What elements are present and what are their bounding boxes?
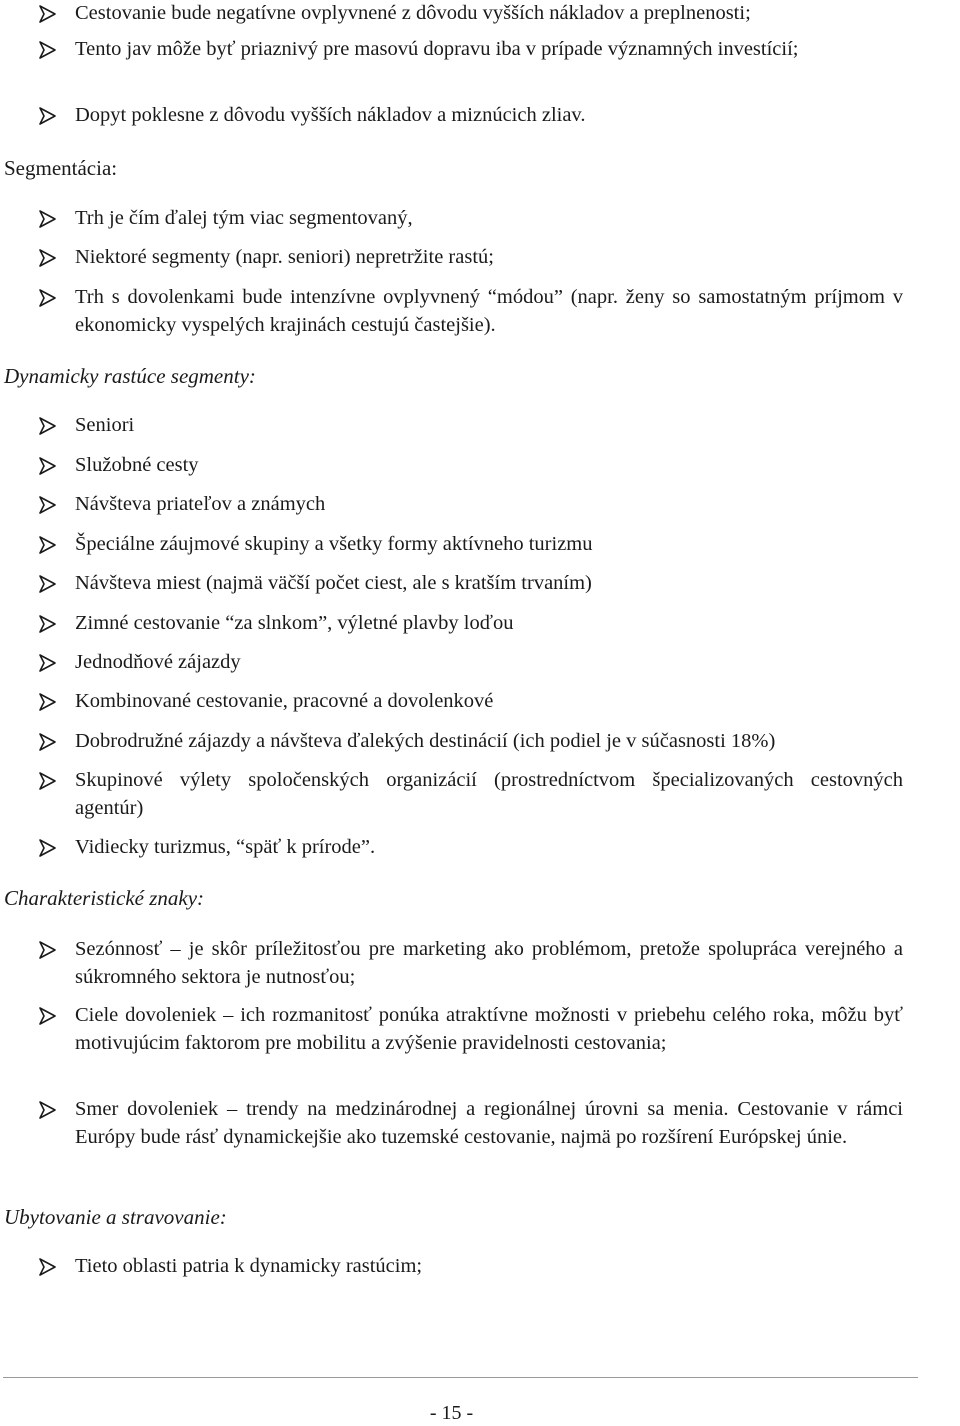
section-heading-charakteristicke: Charakteristické znaky: [4, 886, 205, 910]
list-item-text: Vidiecky turizmus, “späť k prírode”. [75, 836, 376, 858]
list-item-text: Sezónnosť – je skôr príležitosťou pre marketing ako problémom, pretože spolupráca verejného a súkromného sektora je nutnosťou; [75, 938, 903, 988]
section-heading-ubytovanie: Ubytovanie a stravovanie: [4, 1205, 227, 1229]
list-item-text: Niektoré segmenty (napr. seniori) nepretržite rastú; [75, 246, 494, 268]
list-item-text: Trh je čím ďalej tým viac segmentovaný, [75, 207, 413, 229]
list-item-text: Dopyt poklesne z dôvodu vyšších nákladov a miznúcich zliav. [75, 104, 586, 126]
list-item-text: Seniori [75, 414, 135, 436]
arrow-bullet-icon [38, 495, 58, 515]
list-item-text: Skupinové výlety spoločenských organizácií (prostredníctvom špecializovaných cestovných agentúr) [75, 769, 903, 819]
list-item-text: Dobrodružné zájazdy a návšteva ďalekých destinácií (ich podiel je v súčasnosti 18%) [75, 730, 776, 752]
list-item-text: Trh s dovolenkami bude intenzívne ovplyvnený “módou” (napr. ženy so samostatným príjmom v ekonomicky vyspelých krajinách cestujú častejšie). [75, 286, 903, 336]
list-item-text: Tento jav môže byť priaznivý pre masovú dopravu iba v prípade významných investícií; [75, 38, 799, 60]
list-item-text: Návšteva priateľov a známych [75, 493, 326, 515]
footer-divider [3, 1377, 918, 1378]
arrow-bullet-icon [38, 4, 58, 24]
arrow-bullet-icon [38, 535, 58, 555]
arrow-bullet-icon [38, 574, 58, 594]
arrow-bullet-icon [38, 209, 58, 229]
arrow-bullet-icon [38, 106, 58, 126]
arrow-bullet-icon [38, 1100, 58, 1120]
list-item-text: Služobné cesty [75, 454, 199, 476]
arrow-bullet-icon [38, 288, 58, 308]
list-item-text: Cestovanie bude negatívne ovplyvnené z dôvodu vyšších nákladov a preplnenosti; [75, 2, 751, 24]
arrow-bullet-icon [38, 614, 58, 634]
list-item-text: Špeciálne záujmové skupiny a všetky formy aktívneho turizmu [75, 533, 593, 555]
section-heading-segmentacia: Segmentácia: [4, 156, 118, 180]
arrow-bullet-icon [38, 838, 58, 858]
arrow-bullet-icon [38, 771, 58, 791]
list-item-text: Smer dovoleniek – trendy na medzinárodnej a regionálnej úrovni sa menia. Cestovanie v rámci Európy bude rásť dynamickejšie ako tuzemské cestovanie, najmä po rozšírení Európskej únie. [75, 1098, 903, 1148]
arrow-bullet-icon [38, 416, 58, 436]
list-item-text: Jednodňové zájazdy [75, 651, 241, 673]
arrow-bullet-icon [38, 1257, 58, 1277]
list-item-text: Návšteva miest (najmä väčší počet ciest, ale s kratším trvaním) [75, 572, 592, 594]
list-item-text: Tieto oblasti patria k dynamicky rastúcim; [75, 1255, 423, 1277]
list-item-text: Zimné cestovanie “za slnkom”, výletné plavby loďou [75, 612, 514, 634]
section-heading-dynamicky: Dynamicky rastúce segmenty: [4, 364, 256, 388]
arrow-bullet-icon [38, 940, 58, 960]
arrow-bullet-icon [38, 653, 58, 673]
arrow-bullet-icon [38, 732, 58, 752]
list-item-text: Kombinované cestovanie, pracovné a dovolenkové [75, 690, 494, 712]
arrow-bullet-icon [38, 692, 58, 712]
arrow-bullet-icon [38, 456, 58, 476]
list-item-text: Ciele dovoleniek – ich rozmanitosť ponúka atraktívne možnosti v priebehu celého roka, môžu byť motivujúcim faktorom pre mobilitu a zvýšenie pravidelnosti cestovania; [75, 1004, 903, 1054]
page-number: - 15 - [429, 1402, 474, 1424]
arrow-bullet-icon [38, 248, 58, 268]
arrow-bullet-icon [38, 40, 58, 60]
arrow-bullet-icon [38, 1006, 58, 1026]
